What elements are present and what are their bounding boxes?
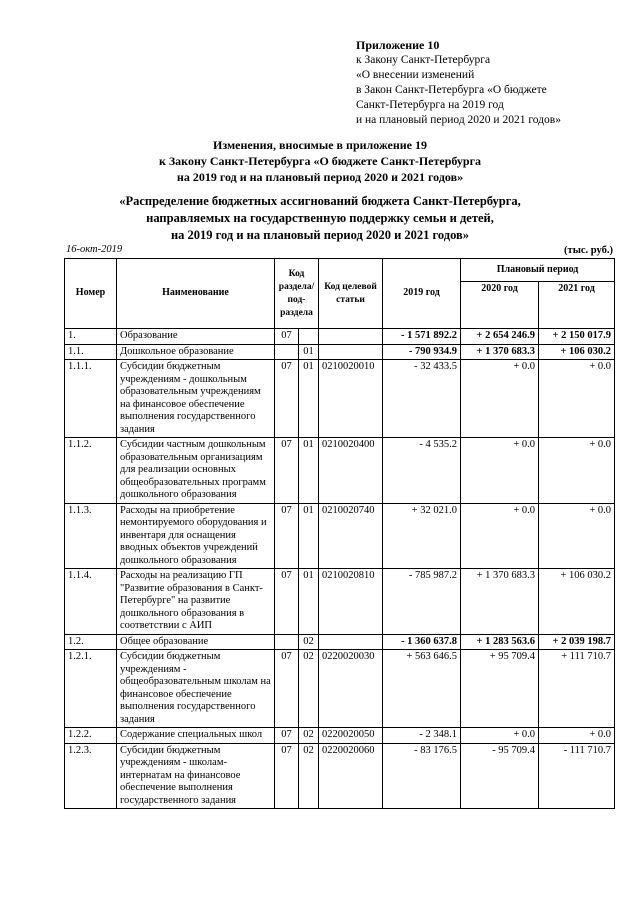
- cell-2020: + 95 709.4: [461, 650, 539, 728]
- header-name: Наименование: [117, 259, 275, 329]
- cell-subsection: 01: [299, 569, 319, 635]
- header-section: Код раздела/ под- раздела: [275, 259, 319, 329]
- table-row: [65, 743, 615, 809]
- cell-number: 1.1.2.: [65, 438, 117, 504]
- cell-2020: + 0.0: [461, 360, 539, 438]
- cell-subsection: 02: [299, 743, 319, 809]
- cell-article-code: 0210020400: [319, 438, 383, 504]
- cell-2020: + 0.0: [461, 503, 539, 569]
- cell-name: Образование: [117, 329, 275, 345]
- cell-article-code: 0220020050: [319, 728, 383, 744]
- cell-subsection: 02: [299, 634, 319, 650]
- document-title-line: направляемых на государственную поддержку семьи и детей,: [146, 211, 494, 225]
- budget-table: [64, 258, 615, 809]
- cell-2019: - 4 535.2: [383, 438, 461, 504]
- cell-name: Содержание специальных школ: [117, 728, 275, 744]
- header-2021: 2021 год: [539, 282, 615, 329]
- table-row: [65, 650, 615, 728]
- cell-2021: + 111 710.7: [539, 650, 615, 728]
- cell-section: 07: [275, 743, 299, 809]
- appendix-line: «О внесении изменений: [356, 69, 475, 81]
- cell-2019: - 2 348.1: [383, 728, 461, 744]
- cell-2019: - 83 176.5: [383, 743, 461, 809]
- cell-2020: - 95 709.4: [461, 743, 539, 809]
- cell-2019: - 1 571 892.2: [383, 329, 461, 345]
- cell-section: 07: [275, 438, 299, 504]
- table-row: [65, 503, 615, 569]
- cell-2019: - 785 987.2: [383, 569, 461, 635]
- cell-number: 1.1.4.: [65, 569, 117, 635]
- cell-2019: + 32 021.0: [383, 503, 461, 569]
- cell-2020: + 2 654 246.9: [461, 329, 539, 345]
- cell-2020: + 1 283 563.6: [461, 634, 539, 650]
- cell-article-code: 0220020060: [319, 743, 383, 809]
- document-title: [0, 193, 640, 244]
- cell-subsection: 01: [299, 503, 319, 569]
- document-title-line: «Распределение бюджетных ассигнований бюджета Санкт-Петербурга,: [119, 194, 521, 208]
- cell-article-code: 0210020740: [319, 503, 383, 569]
- cell-number: 1.2.1.: [65, 650, 117, 728]
- cell-name: Расходы на приобретение немонтируемого оборудования и инвентаря для оснащения вводных объектов учреждений дошкольного образования: [117, 503, 275, 569]
- header-article: Код целевой статьи: [319, 259, 383, 329]
- table-row: [65, 344, 615, 360]
- cell-number: 1.1.1.: [65, 360, 117, 438]
- cell-subsection: 02: [299, 728, 319, 744]
- appendix-line: в Закон Санкт-Петербурга «О бюджете: [356, 84, 547, 96]
- cell-name: Субсидии бюджетным учреждениям - дошкольным образовательным учреждениям на финансовое обеспечение выполнения государственного задания: [117, 360, 275, 438]
- cell-2021: + 0.0: [539, 360, 615, 438]
- cell-2021: + 0.0: [539, 438, 615, 504]
- table-row: [65, 569, 615, 635]
- cell-name: Субсидии бюджетным учреждениям - школам-интернатам на финансовое обеспечение выполнения государственного задания: [117, 743, 275, 809]
- cell-number: 1.1.: [65, 344, 117, 360]
- cell-number: 1.2.: [65, 634, 117, 650]
- cell-2021: + 106 030.2: [539, 344, 615, 360]
- cell-number: 1.2.3.: [65, 743, 117, 809]
- cell-number: 1.2.2.: [65, 728, 117, 744]
- header-2019: 2019 год: [383, 259, 461, 329]
- appendix-line: к Закону Санкт-Петербурга: [356, 54, 491, 66]
- table-row: [65, 728, 615, 744]
- table-row: [65, 438, 615, 504]
- table-row: [65, 360, 615, 438]
- document-date: 16-окт-2019: [66, 244, 123, 255]
- cell-2021: + 0.0: [539, 503, 615, 569]
- cell-2019: - 1 360 637.8: [383, 634, 461, 650]
- cell-section: 07: [275, 650, 299, 728]
- cell-subsection: 02: [299, 650, 319, 728]
- cell-2019: + 563 646.5: [383, 650, 461, 728]
- appendix-title: Приложение 10: [356, 38, 440, 52]
- header-number: Номер: [65, 259, 117, 329]
- cell-2020: + 1 370 683.3: [461, 344, 539, 360]
- cell-subsection: 01: [299, 438, 319, 504]
- cell-section: 07: [275, 569, 299, 635]
- cell-subsection: 01: [299, 360, 319, 438]
- cell-2020: + 1 370 683.3: [461, 569, 539, 635]
- cell-name: Субсидии бюджетным учреждениям - общеобразовательным школам на финансовое обеспечение выполнения государственного задания: [117, 650, 275, 728]
- cell-name: Дошкольное образование: [117, 344, 275, 360]
- cell-2021: + 106 030.2: [539, 569, 615, 635]
- cell-article-code: 0210020010: [319, 360, 383, 438]
- cell-section: 07: [275, 728, 299, 744]
- cell-number: 1.1.3.: [65, 503, 117, 569]
- cell-article-code: 0210020810: [319, 569, 383, 635]
- cell-article-code: [319, 344, 383, 360]
- appendix-header: [356, 38, 636, 128]
- table-body: [65, 329, 615, 809]
- cell-article-code: [319, 634, 383, 650]
- cell-section: [275, 634, 299, 650]
- cell-2020: + 0.0: [461, 438, 539, 504]
- cell-2021: + 2 150 017.9: [539, 329, 615, 345]
- header-planned-period: Плановый период: [461, 259, 615, 282]
- changes-title: [0, 137, 640, 185]
- cell-section: 07: [275, 360, 299, 438]
- table-row: [65, 329, 615, 345]
- cell-article-code: 0220020030: [319, 650, 383, 728]
- units-label: (тыс. руб.): [564, 245, 613, 256]
- changes-title-line: Изменения, вносимые в приложение 19: [213, 138, 427, 152]
- cell-2020: + 0.0: [461, 728, 539, 744]
- cell-name: Общее образование: [117, 634, 275, 650]
- cell-section: [275, 344, 299, 360]
- cell-subsection: 01: [299, 344, 319, 360]
- cell-number: 1.: [65, 329, 117, 345]
- header-2020: 2020 год: [461, 282, 539, 329]
- cell-subsection: [299, 329, 319, 345]
- cell-2021: + 2 039 198.7: [539, 634, 615, 650]
- appendix-line: и на плановый период 2020 и 2021 годов»: [356, 114, 561, 126]
- changes-title-line: к Закону Санкт-Петербурга «О бюджете Санкт-Петербурга: [158, 154, 482, 168]
- cell-section: 07: [275, 329, 299, 345]
- cell-name: Расходы на реализацию ГП "Развитие образования в Санкт-Петербурге" на развитие дошкольного образования в соответствии с АИП: [117, 569, 275, 635]
- table-row: [65, 634, 615, 650]
- cell-article-code: [319, 329, 383, 345]
- cell-2021: - 111 710.7: [539, 743, 615, 809]
- cell-name: Субсидии частным дошкольным образовательным организациям для реализации основных общеобразовательных программ дошкольного образования: [117, 438, 275, 504]
- cell-section: 07: [275, 503, 299, 569]
- appendix-line: Санкт-Петербурга на 2019 год: [356, 99, 504, 111]
- cell-2021: + 0.0: [539, 728, 615, 744]
- changes-title-line: на 2019 год и на плановый период 2020 и 2021 годов»: [176, 170, 464, 184]
- cell-2019: - 790 934.9: [383, 344, 461, 360]
- document-title-line: на 2019 год и на плановый период 2020 и 2021 годов»: [170, 228, 470, 242]
- cell-2019: - 32 433.5: [383, 360, 461, 438]
